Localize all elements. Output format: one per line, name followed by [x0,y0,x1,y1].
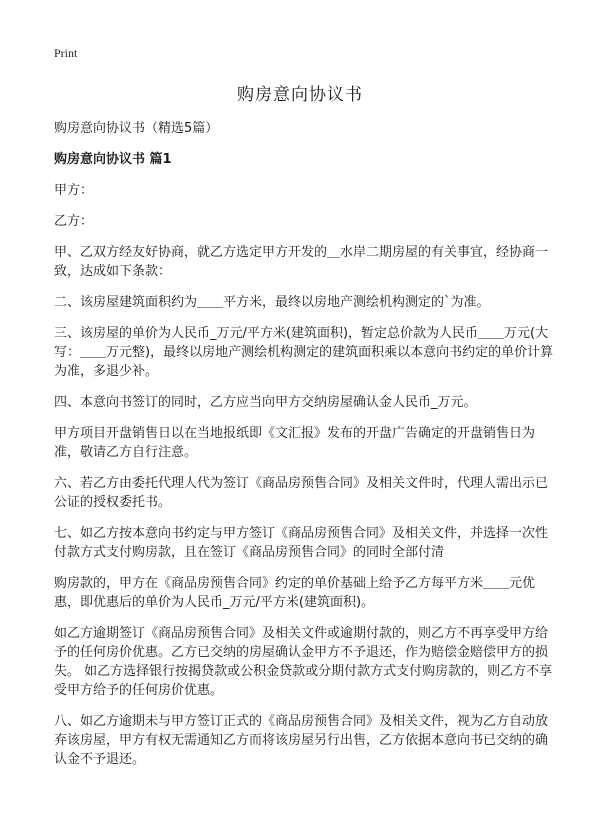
paragraph: 甲方项目开盘销售日以在当地报纸即《文汇报》发布的开盘广告确定的开盘销售日为准，敬请乙方自行注意。 [54,426,536,460]
party-b-line: 乙方： [54,214,94,229]
paragraph: 四、本意向书签订的同时，乙方应当向甲方交纳房屋确认金人民币_万元。 [54,395,477,410]
section-heading: 购房意向协议书 篇1 [54,152,172,167]
paragraph: 甲、乙双方经友好协商，就乙方选定甲方开发的＿水岸二期房屋的有关事宜，经协商一致，达成如下条款： [54,245,549,279]
paragraph: 六、若乙方由委托代理人代为签订《商品房预售合同》及相关文件时，代理人需出示已公证的授权委托书。 [54,476,549,510]
party-a-line: 甲方： [54,183,94,198]
paragraph: 二、该房屋建筑面积约为＿＿平方米，最终以房地产测绘机构测定的`为准。 [54,295,490,310]
document-subtitle: 购房意向协议书（精选5篇） [54,121,219,136]
paragraph: 八、如乙方逾期未与甲方签订正式的《商品房预售合同》及相关文件，视为乙方自动放弃该房屋，甲方有权无需通知乙方而将该房屋另行出售，乙方依据本意向书已交纳的确认金不予退还。 [54,714,549,767]
paragraph: 如乙方逾期签订《商品房预售合同》及相关文件或逾期付款的，则乙方不再享受甲方给予的任何房价优惠。乙方已交纳的房屋确认金甲方不予退还，作为赔偿金赔偿甲方的损失。 如乙方选择银行按揭贷款或公积金贷款或分期付款方式支付购房款的，则乙方不享受甲方给予的任何房价优惠。 [54,626,553,698]
paragraph: 购房款的，甲方在《商品房预售合同》约定的单价基础上给予乙方每平方米＿＿元优惠，即优惠后的单价为人民币_万元/平方米(建筑面积)。 [54,576,536,610]
print-label: Print [54,46,78,60]
paragraph: 七、如乙方按本意向书约定与甲方签订《商品房预售合同》及相关文件，并选择一次性付款方式支付购房款，且在签订《商品房预售合同》的同时全部付清 [54,526,549,560]
document-body [54,119,554,781]
paragraph: 三、该房屋的单价为人民币_万元/平方米(建筑面积)，暂定总价款为人民币＿＿万元(大写：＿＿万元整)，最终以房地产测绘机构测定的建筑面积乘以本意向书约定的单价计算为准，多退少补。 [54,326,554,379]
document-title: 购房意向协议书 [237,85,363,105]
